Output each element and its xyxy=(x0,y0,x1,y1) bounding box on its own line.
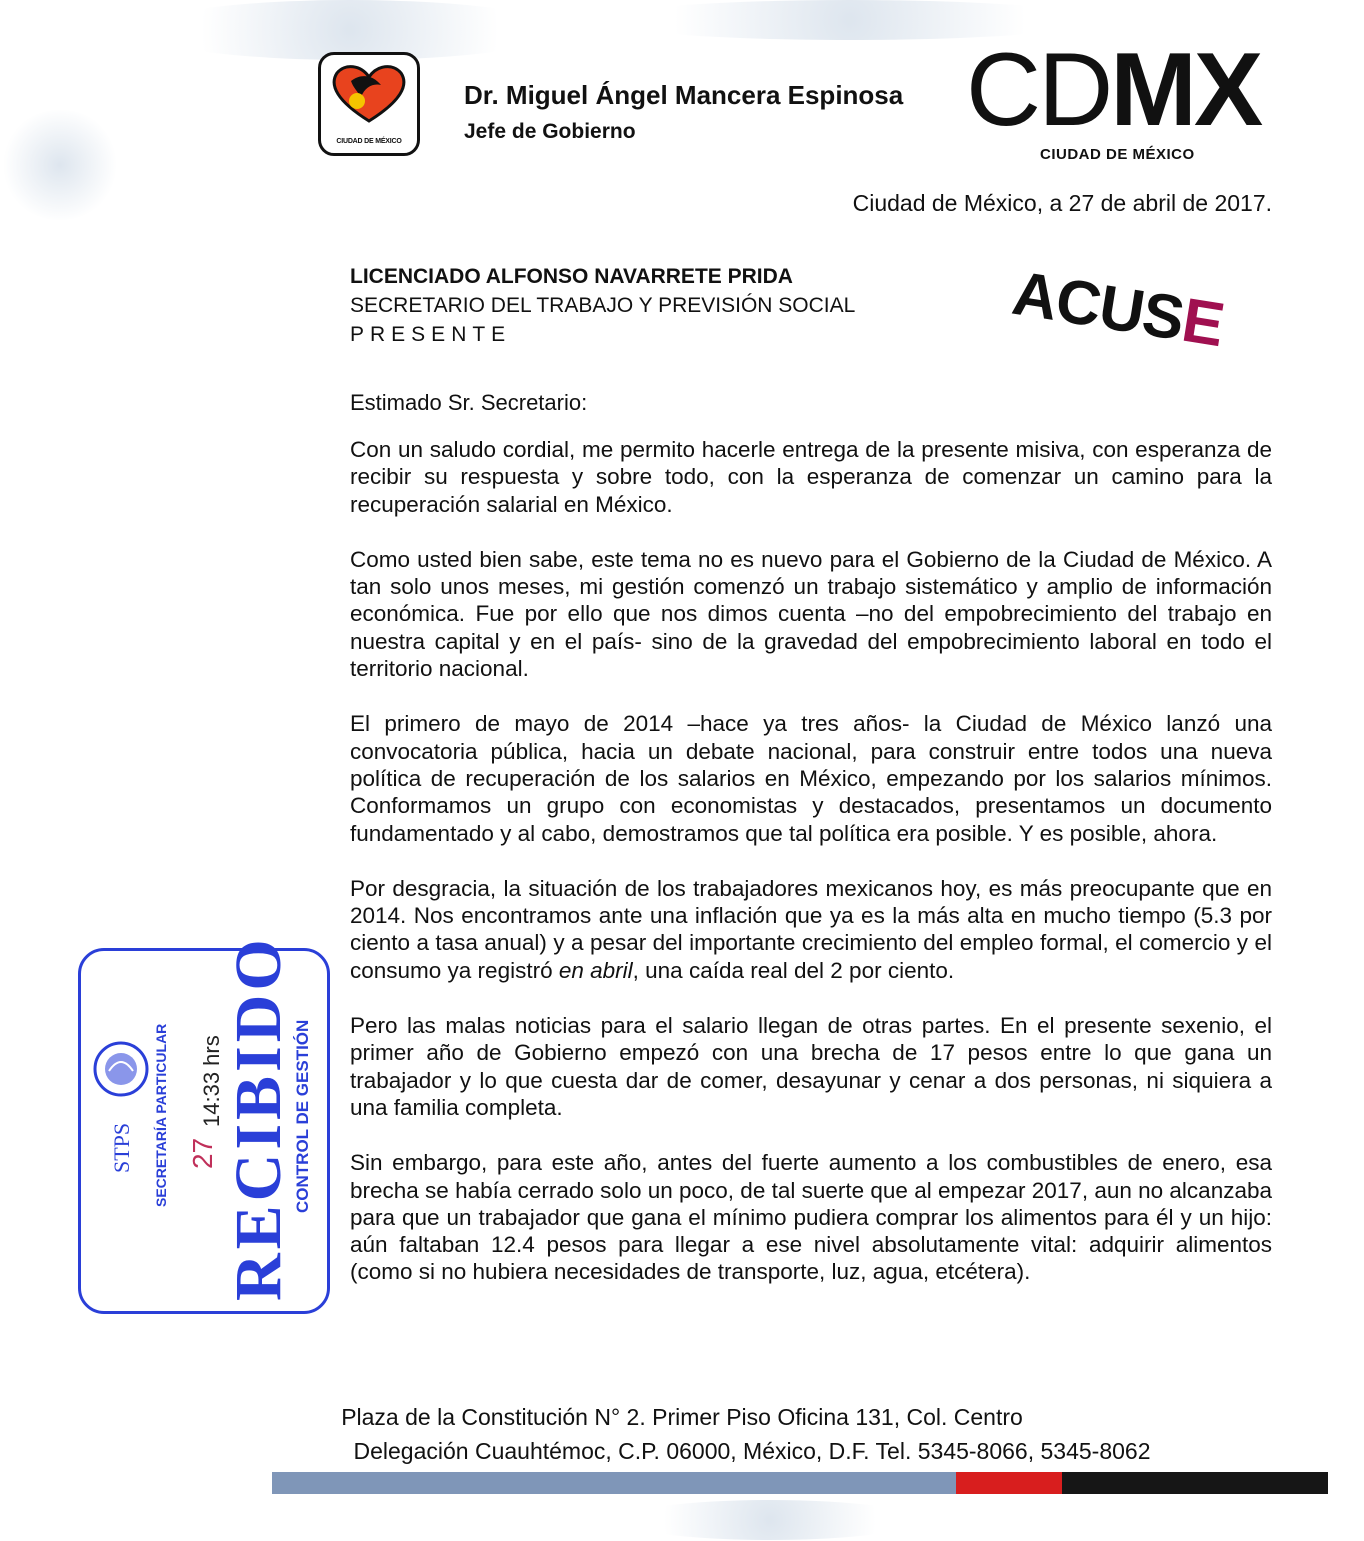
footer-bar-red xyxy=(956,1472,1062,1494)
recipient-position: SECRETARIO DEL TRABAJO Y PREVISIÓN SOCIAL xyxy=(350,294,856,317)
logo-caption: CIUDAD DE MÉXICO xyxy=(336,138,402,145)
footer-line-1: Plaza de la Constitución N° 2. Primer Piso Oficina 131, Col. Centro xyxy=(341,1404,1023,1430)
paragraph: El primero de mayo de 2014 –hace ya tres años- la Ciudad de México lanzó una convocatoria pública, hacia un debate nacional, para construir entre todos una nueva política de recuperación de los salarios en México, empezando por los salarios mínimos. Conformamos un grupo con economistas y destacados, presentamos un documento fundamentado y al cabo, demostramos que tal política era posible. Y es posible, ahora. xyxy=(350,711,1272,846)
paragraph-italic: en abril xyxy=(558,957,633,983)
city-logo xyxy=(318,52,420,156)
paragraph: Con un saludo cordial, me permito hacerle entrega de la presente misiva, con esperanza de recibir su respuesta y sobre todo, con la esperanza de comenzar un camino para la recuperación salarial en México. xyxy=(350,437,1272,517)
footer-line-2: Delegación Cuauhtémoc, C.P. 06000, México, D.F. Tel. 5345-8066, 5345-8062 xyxy=(353,1438,1151,1464)
cdmx-brand xyxy=(966,32,1261,148)
recipient-block xyxy=(350,262,855,349)
scan-speckle xyxy=(620,1500,920,1540)
letter-body xyxy=(350,436,1272,1314)
paragraph-tail: , una caída real del 2 por ciento. xyxy=(632,957,955,983)
paragraph xyxy=(350,875,1272,984)
acuse-last: E xyxy=(1177,285,1229,361)
paragraph-text: Por desgracia, la situación de los trabajadores mexicanos hoy, es más preocupante que en 2014. Nos encontramos ante una inflación que ya es la más alta en mucho tiempo (5.3 por ciento a tasa anual) y a pesar del importante crecimiento del empleo formal, el comercio y el consumo ya registró xyxy=(350,875,1272,983)
brand-mx: MX xyxy=(1110,32,1261,148)
issuer-name: Dr. Miguel Ángel Mancera Espinosa xyxy=(464,80,904,110)
brand-subtitle: CIUDAD DE MÉXICO xyxy=(1040,146,1195,163)
stamp-control: CONTROL DE GESTIÓN xyxy=(293,1019,312,1213)
stamp-time: 14:33 hrs xyxy=(199,1035,224,1127)
footer-bar-black xyxy=(1062,1472,1328,1494)
recipient-presente: PRESENTE xyxy=(350,323,512,346)
acuse-main: ACUS xyxy=(1007,258,1189,354)
brand-cd: CD xyxy=(966,32,1111,148)
received-stamp xyxy=(78,935,330,1314)
paragraph: Como usted bien sabe, este tema no es nuevo para el Gobierno de la Ciudad de México. A tan solo unos meses, mi gestión comenzó un trabajo sistemático y amplio de información económica. Fue por ello que nos dimos cuenta –no del empobrecimiento del trabajo en nuestra capital y en el país- sino de la gravedad del empobrecimiento laboral en todo el territorio nacional. xyxy=(350,546,1272,682)
greeting: Estimado Sr. Secretario: xyxy=(350,390,588,415)
stamp-day: 27 xyxy=(187,1137,218,1169)
footer-bar-blue xyxy=(272,1472,956,1494)
letter-date: Ciudad de México, a 27 de abril de 2017. xyxy=(852,190,1272,216)
stamp-office: SECRETARÍA PARTICULAR xyxy=(153,1023,169,1207)
heart-logo-icon xyxy=(327,61,411,125)
recipient-name: LICENCIADO ALFONSO NAVARRETE PRIDA xyxy=(350,265,793,288)
paragraph: Sin embargo, para este año, antes del fuerte aumento a los combustibles de enero, esa brecha se había cerrado solo un poco, de tal suerte que al empezar 2017, aun no alcanzaba para que un trabajador que gana el mínimo pudiera comprar los alimentos para él y un hijo: aún faltaban 12.4 pesos para llegar a ese nivel absolutamente vital: adquirir alimentos (como si no hubiera necesidades de transporte, luz, agua, etcétera). xyxy=(350,1150,1272,1285)
stamp-received-text: RECIBIDO xyxy=(222,935,295,1301)
issuer-title: Jefe de Gobierno xyxy=(464,120,636,143)
acuse-stamp xyxy=(1008,258,1229,361)
stamp-agency: STPS xyxy=(109,1122,134,1173)
scan-speckle xyxy=(0,110,120,220)
coat-of-arms-icon xyxy=(91,1039,151,1099)
scan-speckle xyxy=(140,0,560,60)
paragraph: Pero las malas noticias para el salario llegan de otras partes. En el presente sexenio, el primer año de Gobierno empezó con una brecha de 17 pesos entre lo que gana un trabajador y lo que cuesta dar de comer, desayunar y cenar a dos personas, ni siquiera a una familia completa. xyxy=(350,1013,1272,1120)
